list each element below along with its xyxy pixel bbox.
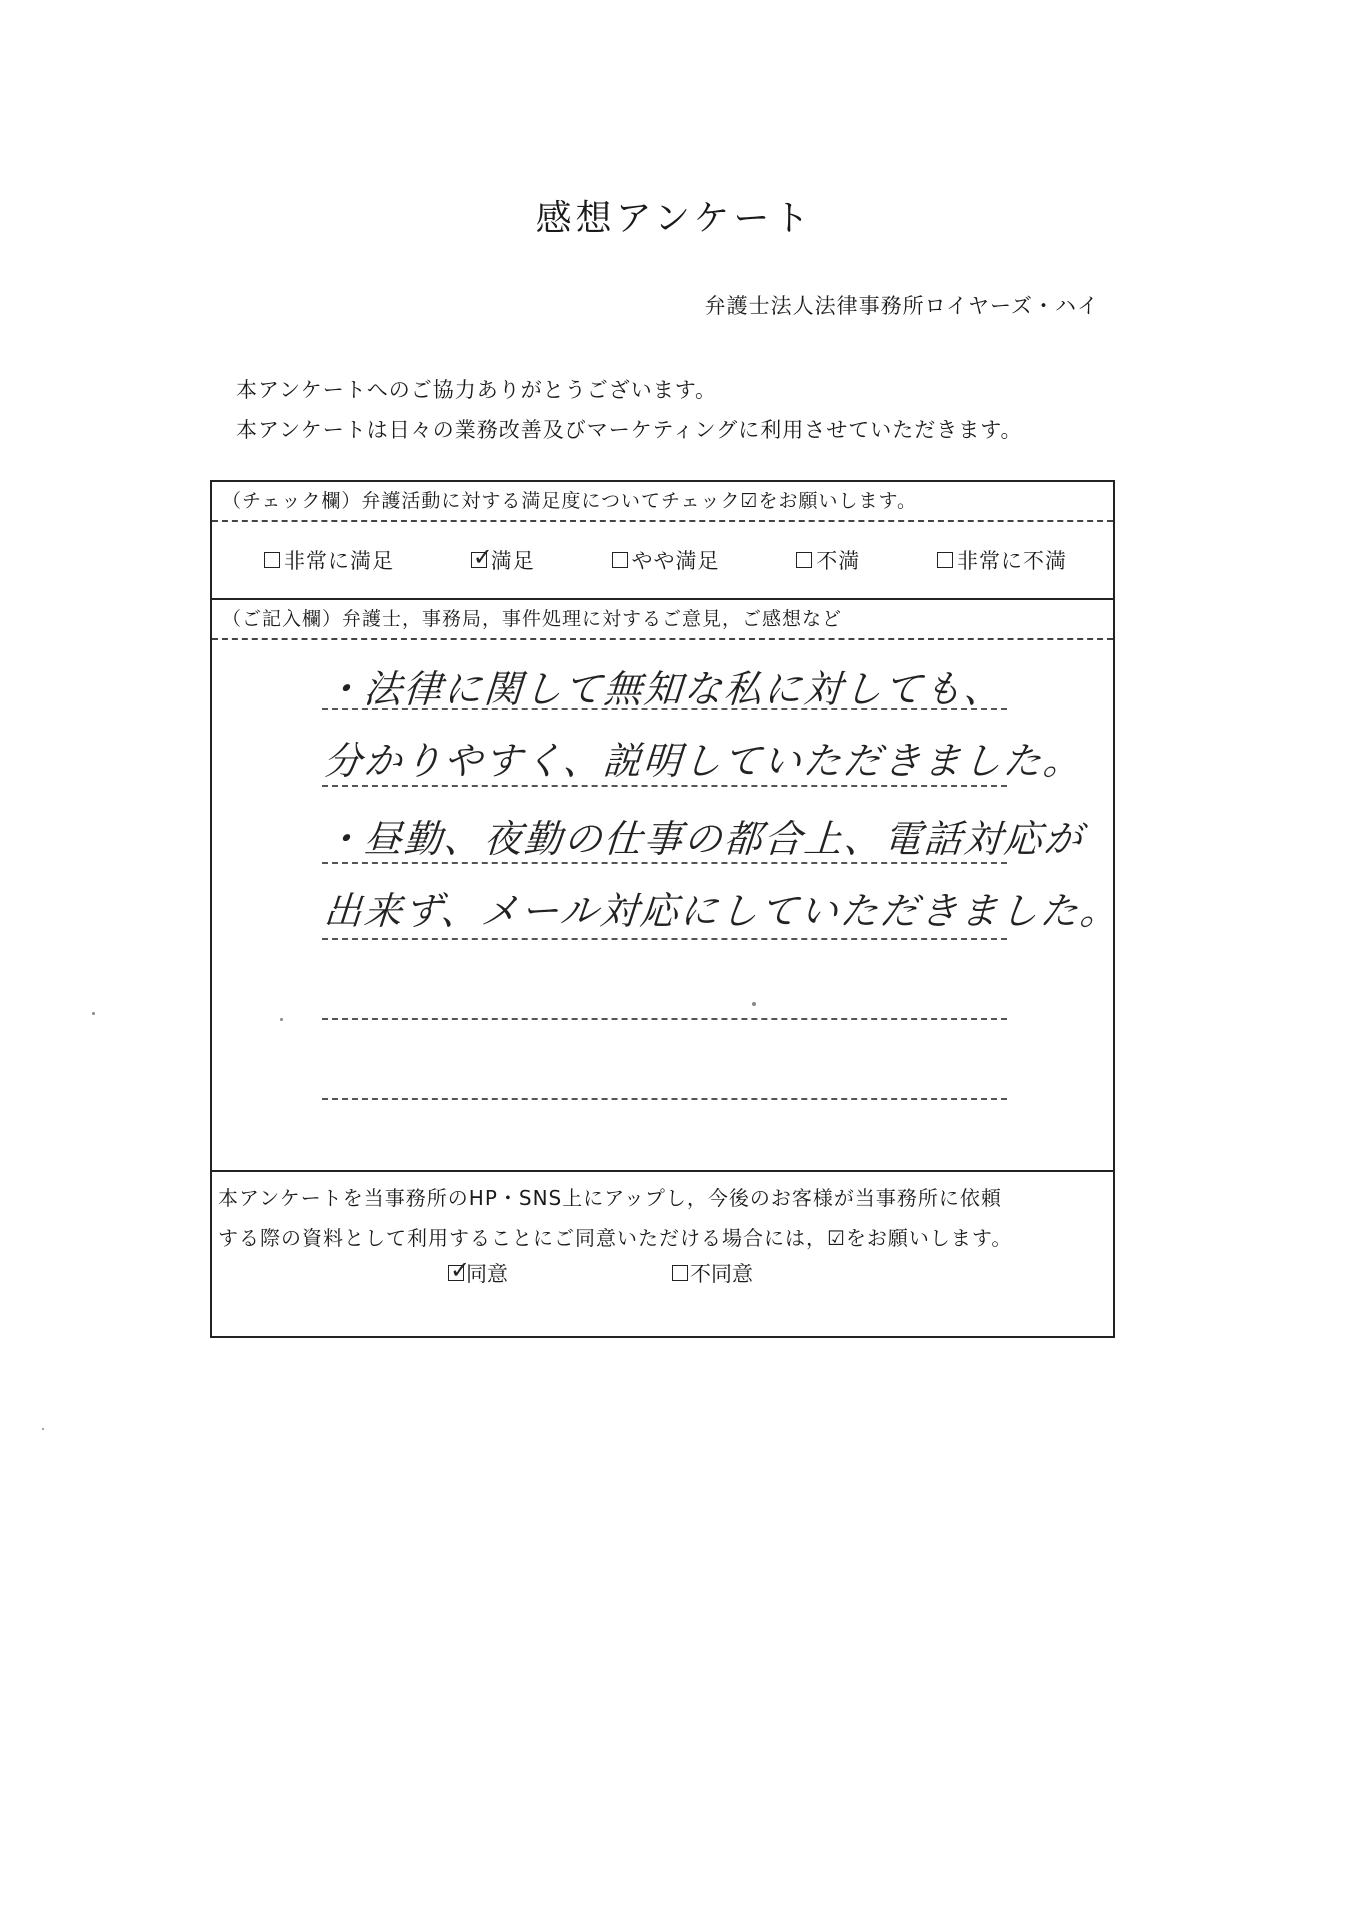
page-title: 感想アンケート xyxy=(535,198,814,239)
check-section-header: （チェック欄）弁護活動に対する満足度についてチェック☑をお願いします。 xyxy=(212,482,1113,522)
option-label: 不満 xyxy=(816,549,861,573)
consent-line: する際の資料として利用することにご同意いただける場合には，☑をお願いします。 xyxy=(218,1226,1013,1250)
comment-field[interactable] xyxy=(212,640,1122,1170)
option-somewhat-satisfied[interactable] xyxy=(612,545,720,575)
option-very-dissatisfied[interactable] xyxy=(937,545,1067,575)
writing-line xyxy=(322,938,1007,940)
writing-line xyxy=(322,708,1007,710)
scan-speck xyxy=(280,1018,283,1021)
checkbox-agree[interactable] xyxy=(448,1256,471,1284)
check-mark-icon: ✓ xyxy=(472,543,494,571)
writing-line xyxy=(322,862,1007,864)
handwritten-line: 分かりやすく、説明していただきました。 xyxy=(322,739,1085,783)
checkbox-somewhat-satisfied[interactable] xyxy=(612,552,628,568)
option-label: 非常に不満 xyxy=(957,549,1067,573)
handwritten-line: ・法律に関して無知な私に対しても、 xyxy=(322,667,1006,711)
checkbox-dissatisfied[interactable] xyxy=(796,552,812,568)
handwritten-line: 出来ず、メール対応にしていただきました。 xyxy=(322,889,1122,933)
handwritten-line: ・昼勤、夜勤の仕事の都合上、電話対応が xyxy=(322,817,1086,861)
intro-text xyxy=(236,370,1023,450)
checkbox-very-dissatisfied[interactable] xyxy=(937,552,953,568)
option-label: 同意 xyxy=(466,1262,508,1286)
checkbox-disagree[interactable] xyxy=(672,1265,688,1281)
option-dissatisfied[interactable] xyxy=(796,545,860,575)
option-very-satisfied[interactable] xyxy=(264,545,394,575)
consent-line: 本アンケートを当事務所のHP・SNS上にアップし，今後のお客様が当事務所に依頼 xyxy=(218,1186,1002,1210)
organization-name: 弁護士法人法律事務所ロイヤーズ・ハイ xyxy=(704,294,1099,318)
option-label: やや満足 xyxy=(631,549,720,573)
satisfaction-options xyxy=(212,522,1113,600)
intro-line: 本アンケートは日々の業務改善及びマーケティングに利用させていただきます。 xyxy=(236,418,1023,442)
writing-line xyxy=(322,1018,1007,1020)
scan-speck xyxy=(92,1012,95,1015)
scan-speck xyxy=(752,1002,756,1006)
option-label: 満足 xyxy=(490,549,535,573)
check-mark-icon: ✓ xyxy=(450,1256,471,1284)
comment-section-header: （ご記入欄）弁護士，事務局，事件処理に対するご意見，ご感想など xyxy=(212,600,1113,640)
consent-section xyxy=(212,1170,1113,1340)
intro-line: 本アンケートへのご協力ありがとうございます。 xyxy=(236,378,718,402)
option-satisfied[interactable] xyxy=(471,545,535,575)
writing-line xyxy=(322,1098,1007,1100)
checkbox-satisfied[interactable] xyxy=(471,543,494,571)
consent-text xyxy=(212,1172,1113,1258)
option-disagree[interactable] xyxy=(672,1258,753,1288)
scan-speck xyxy=(42,1428,44,1430)
survey-form xyxy=(210,480,1122,1338)
option-label: 非常に満足 xyxy=(284,549,394,573)
writing-line xyxy=(322,785,1007,787)
option-label: 不同意 xyxy=(690,1262,753,1286)
option-agree[interactable] xyxy=(448,1258,508,1288)
checkbox-very-satisfied[interactable] xyxy=(264,552,280,568)
